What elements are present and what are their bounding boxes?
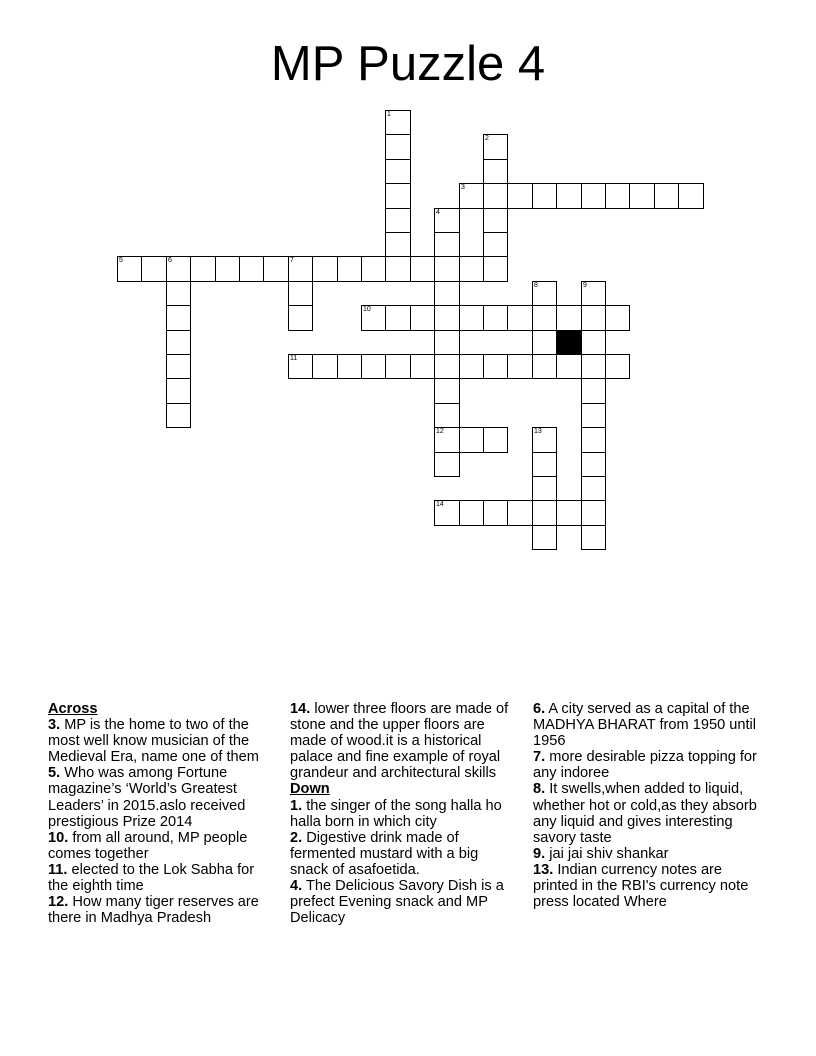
grid-cell[interactable] (434, 256, 460, 282)
grid-cell[interactable] (556, 354, 582, 379)
grid-cell[interactable] (385, 208, 411, 233)
clue-across-12: 12. How many tiger reserves are there in Madhya Pradesh (48, 894, 259, 927)
grid-cell[interactable] (459, 427, 484, 453)
grid-cell[interactable] (385, 183, 411, 209)
grid-cell[interactable] (483, 159, 508, 184)
clues-column-1 (48, 701, 276, 926)
grid-cell[interactable] (605, 183, 630, 209)
grid-cell[interactable] (385, 159, 411, 184)
grid-cell[interactable] (410, 354, 435, 379)
grid-cell[interactable] (434, 354, 460, 379)
clue-number: 3 (461, 184, 465, 191)
down-heading: Down (290, 781, 330, 798)
grid-cell[interactable] (483, 305, 508, 331)
grid-cell[interactable] (239, 256, 264, 282)
grid-cell[interactable] (507, 183, 533, 209)
grid-cell[interactable] (385, 305, 411, 331)
grid-cell[interactable] (581, 427, 606, 453)
grid-cell[interactable] (581, 330, 606, 355)
clue-number: 13 (534, 428, 542, 435)
grid-cell[interactable] (581, 281, 606, 306)
clue-number: 14 (436, 501, 444, 508)
grid-cell[interactable] (410, 305, 435, 331)
grid-cell[interactable] (459, 183, 484, 209)
grid-cell[interactable] (459, 354, 484, 379)
grid-cell[interactable] (532, 452, 557, 477)
clue-number: 4 (436, 209, 440, 216)
grid-cell[interactable] (532, 183, 557, 209)
grid-cell[interactable] (605, 305, 630, 331)
grid-cell[interactable] (166, 354, 191, 379)
clue-down-7: 7. more desirable pizza topping for any indoree (533, 749, 757, 782)
grid-cell[interactable] (507, 500, 533, 526)
grid-cell[interactable] (581, 476, 606, 501)
puzzle-title: MP Puzzle 4 (270, 37, 546, 91)
clue-number: 5 (119, 257, 123, 264)
grid-cell[interactable] (361, 256, 386, 282)
grid-cell[interactable] (434, 232, 460, 257)
grid-cell[interactable] (483, 232, 508, 257)
grid-cell[interactable] (581, 500, 606, 526)
grid-cell[interactable] (581, 183, 606, 209)
grid-cell[interactable] (483, 354, 508, 379)
grid-cell[interactable] (166, 330, 191, 355)
grid-cell[interactable] (410, 256, 435, 282)
grid-cell[interactable] (483, 208, 508, 233)
grid-cell[interactable] (288, 354, 313, 379)
grid-cell[interactable] (385, 110, 411, 135)
grid-cell[interactable] (434, 305, 460, 331)
grid-cell[interactable] (434, 452, 460, 477)
grid-cell[interactable] (361, 354, 386, 379)
grid-cell[interactable] (581, 354, 606, 379)
grid-cell[interactable] (166, 378, 191, 404)
grid-cell[interactable] (141, 256, 167, 282)
grid-cell[interactable] (385, 256, 411, 282)
grid-cell[interactable] (532, 354, 557, 379)
grid-cell[interactable] (288, 305, 313, 331)
clue-down-6: 6. A city served as a capital of the MADHYA BHARAT from 1950 until 1956 (533, 701, 757, 750)
clue-across-3: 3. MP is the home to two of the most well know musician of the Medieval Era, name one of them (48, 717, 259, 766)
clue-down-4: 4. The Delicious Savory Dish is a prefect Evening snack and MP Delicacy (290, 878, 504, 927)
grid-cell[interactable] (483, 500, 508, 526)
grid-cell[interactable] (459, 305, 484, 331)
grid-cell[interactable] (166, 403, 191, 428)
grid-cell[interactable] (532, 525, 557, 550)
clue-number: 9 (583, 282, 587, 289)
clue-number: 8 (534, 282, 538, 289)
clue-number: 2 (485, 135, 489, 142)
grid-cell[interactable] (629, 183, 655, 209)
clue-down-1: 1. the singer of the song halla ho halla born in which city (290, 797, 502, 830)
grid-cell[interactable] (483, 256, 508, 282)
clue-down-13: 13. Indian currency notes are printed in the RBI's currency note press located Where (533, 861, 749, 911)
grid-cell[interactable] (532, 427, 557, 453)
grid-cell[interactable] (581, 403, 606, 428)
grid-cell[interactable] (581, 452, 606, 477)
grid-cell[interactable] (337, 256, 362, 282)
clue-number: 12 (436, 428, 444, 435)
grid-cell[interactable] (581, 305, 606, 331)
grid-cell[interactable] (117, 256, 142, 282)
clues-column-3 (533, 701, 769, 910)
grid-cell[interactable] (434, 500, 460, 526)
clue-number: 1 (387, 111, 391, 118)
grid-cell[interactable] (166, 281, 191, 306)
clue-down-2: 2. Digestive drink made of fermented mustard with a big snack of asafoetida. (290, 829, 479, 878)
clues-column-2 (290, 701, 516, 926)
grid-cell[interactable] (166, 256, 191, 282)
black-cell (556, 330, 582, 355)
grid-cell[interactable] (385, 354, 411, 379)
grid-cell[interactable] (556, 305, 582, 331)
grid-cell[interactable] (215, 256, 240, 282)
grid-cell[interactable] (532, 476, 557, 501)
clue-across-5: 5. Who was among Fortune magazine’s ‘World’s Greatest Leaders’ in 2015.aslo received prestigious Prize 2014 (48, 765, 246, 830)
grid-cell[interactable] (483, 427, 508, 453)
grid-cell[interactable] (532, 330, 557, 355)
grid-cell[interactable] (459, 256, 484, 282)
grid-cell[interactable] (483, 134, 508, 160)
grid-cell[interactable] (483, 183, 508, 209)
clue-number: 11 (290, 355, 298, 362)
grid-cell[interactable] (434, 403, 460, 428)
clue-down-8: 8. It swells,when added to liquid, whether hot or cold,as they absorb any liquid and gives interesting savory taste (533, 781, 757, 846)
grid-cell[interactable] (581, 525, 606, 550)
grid-cell[interactable] (434, 281, 460, 306)
grid-cell[interactable] (337, 354, 362, 379)
clue-number: 10 (363, 306, 371, 313)
grid-cell[interactable] (556, 500, 582, 526)
grid-cell[interactable] (361, 305, 386, 331)
grid-cell[interactable] (166, 305, 191, 331)
clue-number: 6 (168, 257, 172, 264)
clue-across-14: 14. lower three floors are made of stone and the upper floors are made of wood.it is a historical palace and fine example of royal grandeur and architectural skills (290, 701, 509, 782)
grid-cell[interactable] (434, 330, 460, 355)
grid-cell[interactable] (654, 183, 679, 209)
clue-across-10: 10. from all around, MP people comes together (48, 829, 248, 862)
grid-cell[interactable] (288, 281, 313, 306)
grid-cell[interactable] (532, 500, 557, 526)
grid-cell[interactable] (288, 256, 313, 282)
grid-cell[interactable] (581, 378, 606, 404)
clue-down-9: 9. jai jai shiv shankar (533, 845, 669, 862)
grid-cell[interactable] (312, 354, 338, 379)
grid-cell[interactable] (532, 305, 557, 331)
across-heading: Across (48, 701, 98, 717)
clue-number: 7 (290, 257, 294, 264)
grid-cell[interactable] (556, 183, 582, 209)
grid-cell[interactable] (385, 232, 411, 257)
grid-cell[interactable] (532, 281, 557, 306)
grid-cell[interactable] (312, 256, 338, 282)
grid-cell[interactable] (678, 183, 704, 209)
grid-cell[interactable] (507, 305, 533, 331)
grid-cell[interactable] (434, 427, 460, 453)
grid-cell[interactable] (605, 354, 630, 379)
grid-cell[interactable] (459, 500, 484, 526)
clue-across-11: 11. elected to the Lok Sabha for the eighth time (48, 861, 255, 895)
grid-cell[interactable] (434, 378, 460, 404)
grid-cell[interactable] (507, 354, 533, 379)
grid-cell[interactable] (434, 208, 460, 233)
grid-cell[interactable] (385, 134, 411, 160)
grid-cell[interactable] (190, 256, 216, 282)
grid-cell[interactable] (263, 256, 289, 282)
